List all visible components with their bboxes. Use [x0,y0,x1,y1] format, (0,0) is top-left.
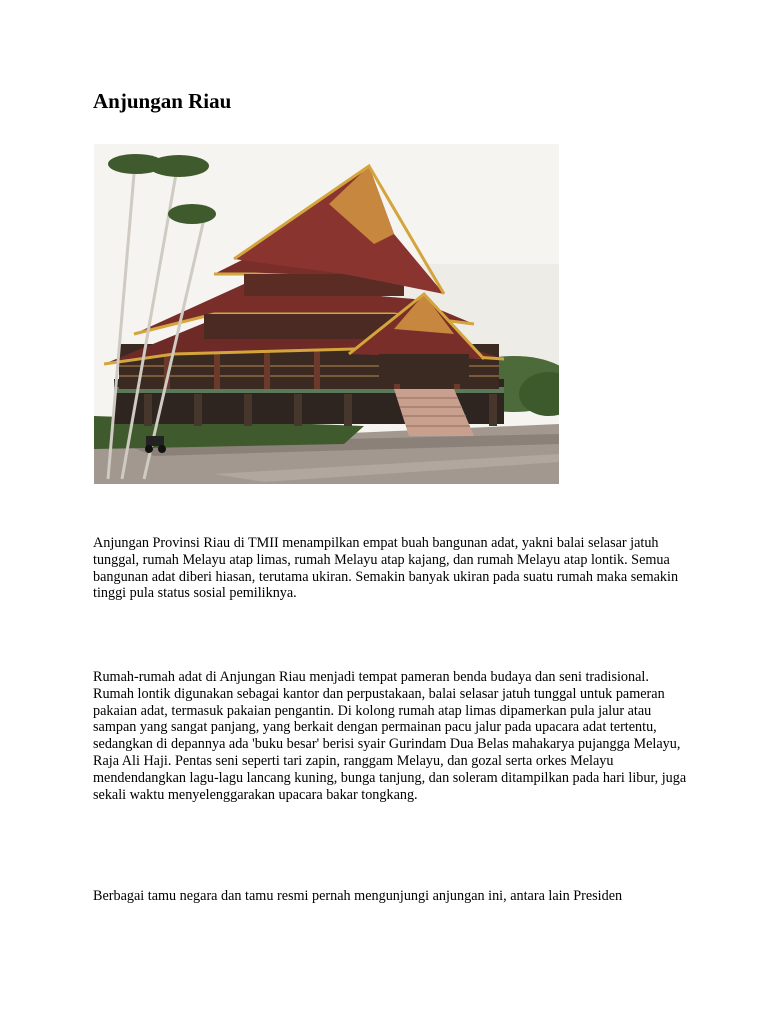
paragraph-exhibitions: Rumah-rumah adat di Anjungan Riau menjadi tempat pameran benda budaya dan seni tradisional. Rumah lontik digunakan sebagai kantor dan perpustakaan, balai selasar jatuh tunggal untuk pameran pakaian adat, termasuk pakaian pengantin. Di kolong rumah atap limas dipamerkan pula jalur atau sampan yang sangat panjang, yang berkait dengan permainan pacu jalur pada upacara adat tertentu, sedangkan di depannya ada 'buku besar' berisi syair Gurindam Dua Belas mahakarya pujangga Melayu, Raja Ali Haji. Pentas seni seperti tari zapin, ranggam Melayu, dan gozal serta orkes Melayu mendendangkan lagu-lagu lancang kuning, bunga tanjung, dan soleram ditampilkan pada hari libur, juga sekali waktu menyelenggarakan upacara bakar tongkang. [93,669,687,803]
house-illustration [94,144,559,484]
paragraph-intro: Anjungan Provinsi Riau di TMII menampilkan empat buah bangunan adat, yakni balai selasar jatuh tunggal, rumah Melayu atap limas, rumah Melayu atap kajang, dan rumah Melayu atap lontik. Semua bangunan adat diberi hiasan, terutama ukiran. Semakin banyak ukiran pada suatu rumah maka semakin tinggi pula status sosial pemiliknya. [93,535,679,602]
page-title: Anjungan Riau [93,89,232,113]
rumah-adat-photo [94,144,559,484]
paragraph-visitors: Berbagai tamu negara dan tamu resmi pernah mengunjungi anjungan ini, antara lain Presiden [93,888,623,904]
